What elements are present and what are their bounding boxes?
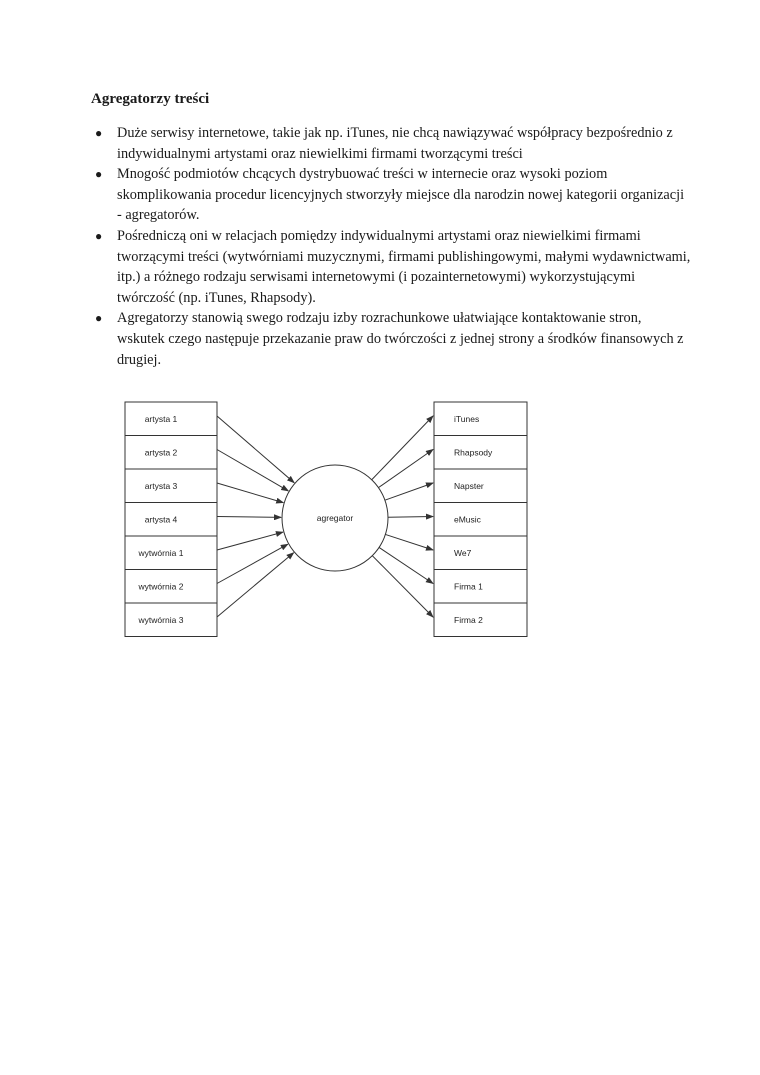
source-label: artysta 2 <box>144 447 178 458</box>
source-arrow <box>217 450 288 491</box>
source-arrow <box>217 416 294 483</box>
target-label: Napster <box>454 480 484 491</box>
target-arrow <box>372 556 433 617</box>
source-label: wytwórnia 3 <box>138 614 184 625</box>
target-box <box>434 402 527 436</box>
source-label: artysta 3 <box>144 480 178 491</box>
aggregator-node <box>282 465 388 571</box>
bullet-icon: ● <box>95 126 103 140</box>
aggregator-label: agregator <box>316 513 354 523</box>
source-box <box>125 436 217 470</box>
target-arrow <box>379 547 433 583</box>
bullet-text: Mnogość podmiotów chcących dystrybuować treści w internecie oraz wysoki poziom skomplikowania procedur licencyjnych stworzyły miejsce dla narodzin nowej kategorii organizacji - agregatorów. <box>117 166 685 224</box>
target-label: Rhapsody <box>454 447 493 458</box>
target-box <box>434 536 527 570</box>
document-title: Agregatorzy treści <box>91 91 210 107</box>
bullet-icon: ● <box>95 167 103 182</box>
target-box <box>434 503 527 537</box>
source-label: artysta 1 <box>144 413 178 424</box>
target-box <box>434 570 527 604</box>
bullet-text: Pośredniczą oni w relacjach pomiędzy indywidualnymi artystami oraz niewielkimi firmami tworzącymi treści (wytwórniami muzycznymi, firmami publishingowymi, małymi wydawnictwami, itp.) a różnego rodzaju serwisami internetowymi (i pozainternetowymi) wykorzystującymi twórczość (np. iTunes, Rhapsody). <box>117 227 691 306</box>
target-box <box>434 436 527 470</box>
source-arrow <box>217 483 283 503</box>
source-box <box>125 503 217 537</box>
target-label: Firma 2 <box>454 614 483 625</box>
source-label: artysta 4 <box>144 514 178 525</box>
target-boxes <box>434 402 527 637</box>
target-box-rect <box>434 402 527 436</box>
target-arrow <box>388 517 433 518</box>
target-box <box>434 603 527 637</box>
target-arrow <box>385 534 433 550</box>
target-box-rect <box>434 536 527 570</box>
source-label: wytwórnia 2 <box>138 581 184 592</box>
target-label: We7 <box>454 547 472 558</box>
target-label: Firma 1 <box>454 581 483 592</box>
bullet-icon: ● <box>95 311 103 326</box>
target-label: iTunes <box>454 413 480 424</box>
source-box <box>125 603 217 637</box>
bullet-text: Agregatorzy stanowią swego rodzaju izby rozrachunkowe ułatwiające kontaktowanie stron, wskutek czego następuje przekazanie praw do twórczości z jednej strony a środków finansowych z drugiej. <box>117 310 684 368</box>
source-arrow <box>217 532 283 550</box>
source-boxes <box>125 402 217 637</box>
target-arrow <box>372 416 433 480</box>
source-box <box>125 536 217 570</box>
source-arrow <box>217 517 281 518</box>
target-label: eMusic <box>454 514 481 525</box>
source-box <box>125 469 217 503</box>
source-arrow <box>217 544 288 583</box>
target-arrow <box>385 483 433 500</box>
source-label: wytwórnia 1 <box>138 547 184 558</box>
bullet-text: Duże serwisy internetowe, takie jak np. iTunes, nie chcą nawiązywać współpracy bezpośrednio z indywidualnymi artystami oraz niewielkimi firmami tworzącymi treści <box>117 125 673 162</box>
target-arrow <box>378 450 433 488</box>
source-box <box>125 402 217 436</box>
target-box <box>434 469 527 503</box>
bullet-icon: ● <box>95 228 103 243</box>
source-box <box>125 570 217 604</box>
